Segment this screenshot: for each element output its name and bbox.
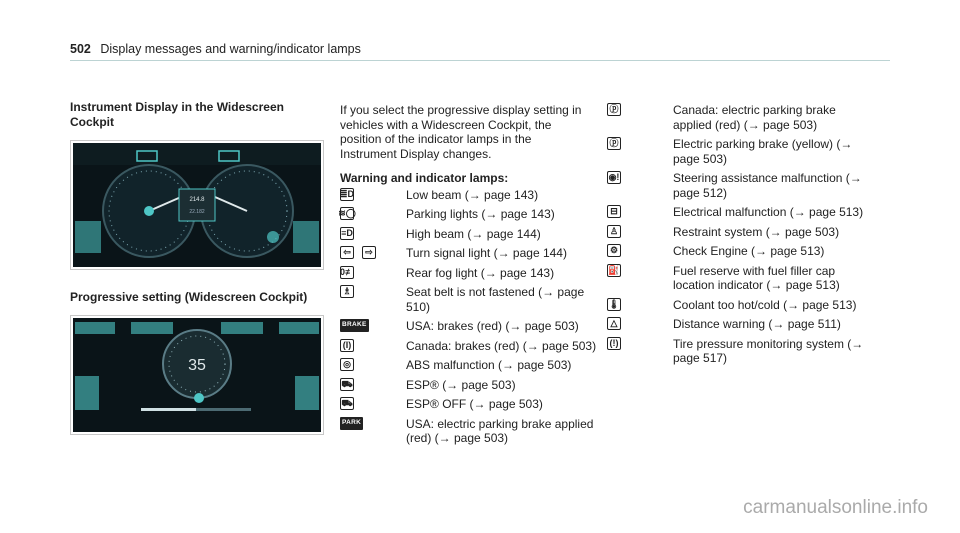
lamp-icon-group xyxy=(340,207,406,220)
esp-off-icon: ⛟ xyxy=(341,398,353,408)
lamp-icon-group xyxy=(607,103,673,116)
lamp-icon-group xyxy=(340,417,406,430)
middle-lamp-list xyxy=(340,188,602,446)
lamp-row xyxy=(607,298,872,313)
lamp-description: Electric parking brake (yellow) (→ page 503) xyxy=(673,137,853,166)
lamp-description: Low beam (→ page 143) xyxy=(406,187,539,202)
right-column xyxy=(607,103,872,371)
lamp-description: Parking lights (→ page 143) xyxy=(406,207,555,221)
lamp-row xyxy=(340,266,602,281)
middle-column xyxy=(340,103,602,451)
lamp-description: ESP® (→ page 503) xyxy=(406,377,516,392)
lamp-icon-group xyxy=(340,319,406,332)
lamp-icon-group xyxy=(607,244,673,257)
lamp-description: ESP® OFF (→ page 503) xyxy=(406,397,543,411)
lamp-icon-group xyxy=(340,378,406,391)
lamp-row xyxy=(607,225,872,240)
coolant-icon: 🌡 xyxy=(608,298,620,309)
lamp-description: Distance warning (→ page 511) xyxy=(673,317,841,331)
lamp-description: Coolant too hot/cold (→ page 513) xyxy=(673,297,857,312)
steering-icon: ◉! xyxy=(608,172,620,182)
lamp-icon-group xyxy=(340,358,406,371)
lamp-description: Turn signal light (→ page 144) xyxy=(406,246,567,260)
lamp-description: Tire pressure monitoring system (→ page 517) xyxy=(673,336,864,365)
small-speed-readout: 214.8 xyxy=(189,197,205,203)
high-beam-icon: ≡D xyxy=(341,227,353,238)
lamp-description: Check Engine (→ page 513) xyxy=(673,244,825,258)
battery-icon: ⊟ xyxy=(607,205,621,218)
lamp-icon-group xyxy=(340,339,406,352)
lamp-icon-group xyxy=(340,397,406,410)
brake-canada-icon: (I) xyxy=(340,339,354,352)
distance-warning-icon: △ xyxy=(607,317,621,330)
lamp-row xyxy=(340,378,602,393)
watermark: carmanualsonline.info xyxy=(743,497,928,518)
lamp-description: ABS malfunction (→ page 503) xyxy=(406,358,572,372)
lamp-row xyxy=(340,285,602,314)
tire-pressure-icon: (!) xyxy=(607,337,621,350)
section-title-widescreen: Instrument Display in the Widescreen Cockpit xyxy=(70,100,284,129)
lamp-description: Steering assistance malfunction (→ page 512) xyxy=(673,171,862,200)
lamp-description: USA: brakes (red) (→ page 503) xyxy=(406,319,579,333)
lamp-description: USA: electric parking brake applied (red) (→ page 503) xyxy=(406,416,594,445)
lamp-icon-group xyxy=(607,298,673,311)
lamp-description: Canada: brakes (red) (→ page 503) xyxy=(406,338,597,353)
park-word-icon: PARK xyxy=(340,417,363,430)
turn-right-icon: ⇨ xyxy=(362,246,376,259)
page-number: 502 xyxy=(70,42,91,56)
lamp-icon-group xyxy=(607,317,673,330)
lamp-row xyxy=(607,137,872,166)
lamp-row xyxy=(340,397,602,412)
page-header xyxy=(70,42,361,56)
lamp-description: Canada: electric parking brake applied (red) (→ page 503) xyxy=(673,103,836,132)
lamp-description: Seat belt is not fastened (→ page 510) xyxy=(406,285,585,314)
park-brake-yellow-icon: ⓟ xyxy=(607,137,621,150)
lamp-icon-group xyxy=(340,266,406,279)
lamp-icon-group xyxy=(340,188,406,201)
cockpit-illustration xyxy=(71,141,323,269)
park-brake-canada-icon: ⓟ xyxy=(607,103,621,116)
lamp-row xyxy=(340,188,602,203)
turn-left-icon: ⇦ xyxy=(340,246,354,259)
lamp-description: High beam (→ page 144) xyxy=(406,226,541,241)
lamp-row xyxy=(607,205,872,220)
lamp-row xyxy=(340,319,602,334)
page-header-title: Display messages and warning/indicator lamps xyxy=(100,42,361,56)
right-lamp-list xyxy=(607,103,872,366)
lamp-row xyxy=(607,317,872,332)
lamp-row xyxy=(340,339,602,354)
engine-icon: ⚙ xyxy=(607,244,621,257)
small-odometer-readout: 22.182 xyxy=(189,209,205,215)
lamp-row xyxy=(607,337,872,366)
lamp-row xyxy=(340,358,602,373)
figure-progressive-cockpit xyxy=(70,315,324,435)
lamp-row xyxy=(340,246,602,261)
lamp-icon-group xyxy=(607,264,673,277)
header-rule xyxy=(70,60,890,61)
abs-icon: ◎ xyxy=(340,358,354,371)
esp-icon: ⛟ xyxy=(341,378,353,389)
warning-lamps-heading: Warning and indicator lamps: xyxy=(340,171,509,185)
lamp-row xyxy=(340,207,602,222)
lamp-row xyxy=(340,227,602,242)
brake-word-icon: BRAKE xyxy=(340,319,369,332)
rear-fog-icon: 0≢ xyxy=(340,266,355,277)
lamp-description: Rear fog light (→ page 143) xyxy=(406,265,555,280)
lamp-row xyxy=(607,103,872,132)
lamp-row xyxy=(607,171,872,200)
lamp-row xyxy=(607,264,872,293)
seat-belt-icon: ♗ xyxy=(340,285,354,298)
lamp-icon-group xyxy=(607,225,673,238)
restraint-icon: ♙ xyxy=(607,225,621,238)
progressive-speed-readout: 35 xyxy=(188,357,206,374)
progressive-illustration xyxy=(71,316,323,434)
lamp-row xyxy=(607,244,872,259)
section-title-progressive: Progressive setting (Widescreen Cockpit) xyxy=(70,290,308,304)
lamp-icon-group xyxy=(607,337,673,350)
figure-widescreen-cockpit xyxy=(70,140,324,270)
lamp-icon-group xyxy=(607,205,673,218)
lamp-description: Restraint system (→ page 503) xyxy=(673,224,840,239)
lamp-icon-group xyxy=(340,246,406,259)
parking-lights-icon: ≋◯ xyxy=(338,208,356,218)
lamp-icon-group xyxy=(607,171,673,184)
fuel-icon: ⛽ xyxy=(608,264,620,275)
lamp-icon-group xyxy=(607,137,673,150)
intro-paragraph: If you select the progressive display setting in vehicles with a Widescreen Cockpit, the position of the indicator lamps in the Instrument Display changes. xyxy=(340,103,582,161)
low-beam-icon: ≣D xyxy=(339,188,355,199)
lamp-description: Fuel reserve with fuel filler cap location indicator (→ page 513) xyxy=(673,263,840,292)
lamp-icon-group xyxy=(340,227,406,240)
lamp-row xyxy=(340,417,602,446)
lamp-description: Electrical malfunction (→ page 513) xyxy=(673,205,864,219)
lamp-icon-group xyxy=(340,285,406,298)
